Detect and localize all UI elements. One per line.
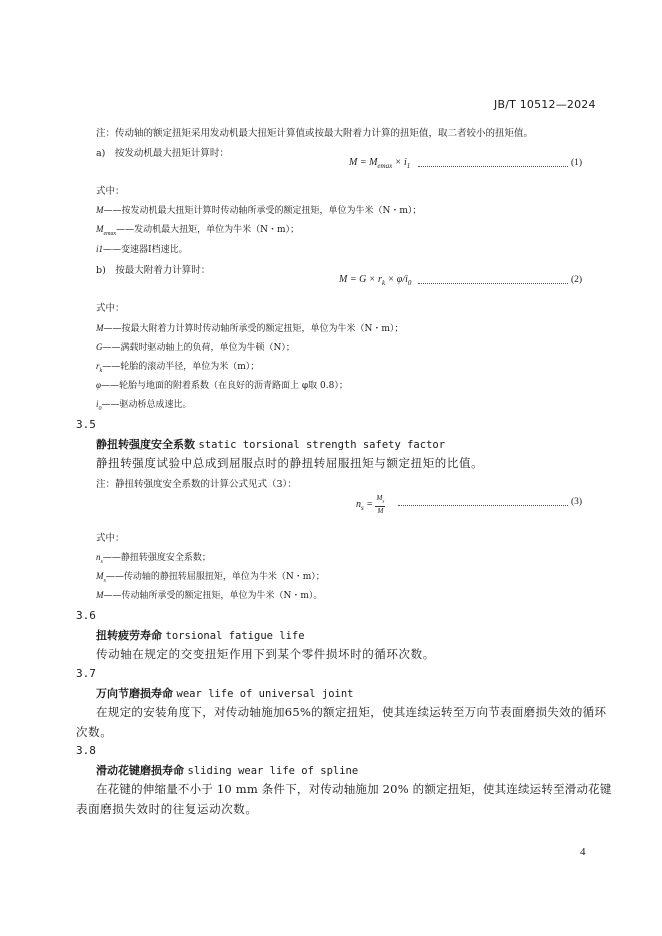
- formula-1: $M = M_{emax} \times i_1$: [349, 157, 411, 170]
- section-number-3-5: 3.5: [76, 418, 96, 431]
- term-3-7: 万向节磨损寿命 wear life of universal joint: [96, 687, 354, 700]
- formula-1-leader: [418, 166, 568, 167]
- def-G: G——满载时驱动轴上的负荷，单位为牛顿（N）；: [96, 342, 295, 353]
- note-3-5: 注：静扭转强度安全系数的计算公式见式（3）：: [96, 479, 297, 490]
- def-phi: φ——轮胎与地面的附着系数（在良好的沥青路面上 φ取 0.8）；: [96, 380, 348, 391]
- def-M-3: M——传动轴所承受的额定扭矩，单位为牛米（N・m）。: [96, 590, 323, 601]
- def-i0: $i_0——$驱动桥总成速比。: [96, 399, 192, 412]
- formula-3: $n_s$ = $\frac{M_s}{M}$: [356, 494, 385, 516]
- def-M-2: M——按最大附着力计算时传动轴所承受的额定扭矩，单位为牛米（N・m）；: [96, 323, 404, 334]
- definition-3-6: 传动轴在规定的交变扭矩作用下到某个零件损坏时的循环次数。: [96, 647, 435, 661]
- term-3-8: 滑动花键磨损寿命 sliding wear life of spline: [96, 764, 359, 777]
- def-i1: i1——变速器Ⅰ档速比。: [96, 244, 188, 255]
- term-3-5: 静扭转强度安全系数 static torsional strength safety factor: [96, 438, 446, 451]
- formula-3-number: (3): [571, 497, 583, 507]
- def-ns: $n_s——$静扭转强度安全系数；: [96, 552, 211, 565]
- formula-3-leader: [398, 505, 568, 506]
- definition-3-7-line1: 在规定的安装角度下，对传动轴施加65%的额定扭矩，使其连续运转至万向节表面磨损失效的循环: [96, 705, 607, 719]
- note-rated-torque: 注：传动轴的额定扭矩采用发动机最大扭矩计算值或按最大附着力计算的扭矩值，取二者较小的扭矩值。: [96, 128, 534, 139]
- term-3-6: 扭转疲劳寿命 torsional fatigue life: [96, 629, 305, 642]
- def-rk: $r_k——$轮胎的滚动半径，单位为米（m）；: [96, 361, 260, 374]
- def-M-1: M——按发动机最大扭矩计算时传动轴所承受的额定扭矩，单位为牛米（N・m）；: [96, 205, 422, 216]
- def-Memax: $M_{emax}——$发动机最大扭矩，单位为牛米（N・m）；: [96, 224, 300, 237]
- where-label-2: 式中：: [96, 303, 125, 314]
- page-number: 4: [580, 846, 586, 858]
- definition-3-7-line2: 次数。: [76, 725, 113, 739]
- section-number-3-8: 3.8: [76, 744, 96, 757]
- def-Ms: $M_s——$传动轴的静扭转屈服扭矩，单位为牛米（N・m）；: [96, 571, 325, 584]
- formula-1-number: (1): [571, 158, 583, 168]
- definition-3-8-line1: 在花键的伸缩量不小于 10 mm 条件下，对传动轴施加 20% 的额定扭矩，使其连续运转至滑动花键: [96, 782, 612, 796]
- section-number-3-7: 3.7: [76, 667, 96, 680]
- section-number-3-6: 3.6: [76, 609, 96, 622]
- definition-3-8-line2: 表面磨损失效时的往复运动次数。: [76, 802, 258, 816]
- standard-number: JB/T 10512—2024: [494, 98, 596, 111]
- where-label-1: 式中：: [96, 186, 125, 197]
- definition-3-5: 静扭转强度试验中总成到屈服点时的静扭转屈服扭矩与额定扭矩的比值。: [96, 456, 484, 470]
- method-b-label: b) 按最大附着力计算时：: [96, 265, 211, 276]
- method-a-label: a) 按发动机最大扭矩计算时：: [96, 148, 229, 159]
- where-label-3: 式中：: [96, 533, 125, 544]
- formula-2-leader: [418, 283, 568, 284]
- formula-2-number: (2): [571, 275, 583, 285]
- formula-2: $M = G \times r_k \times \varphi/i_0$: [339, 274, 412, 287]
